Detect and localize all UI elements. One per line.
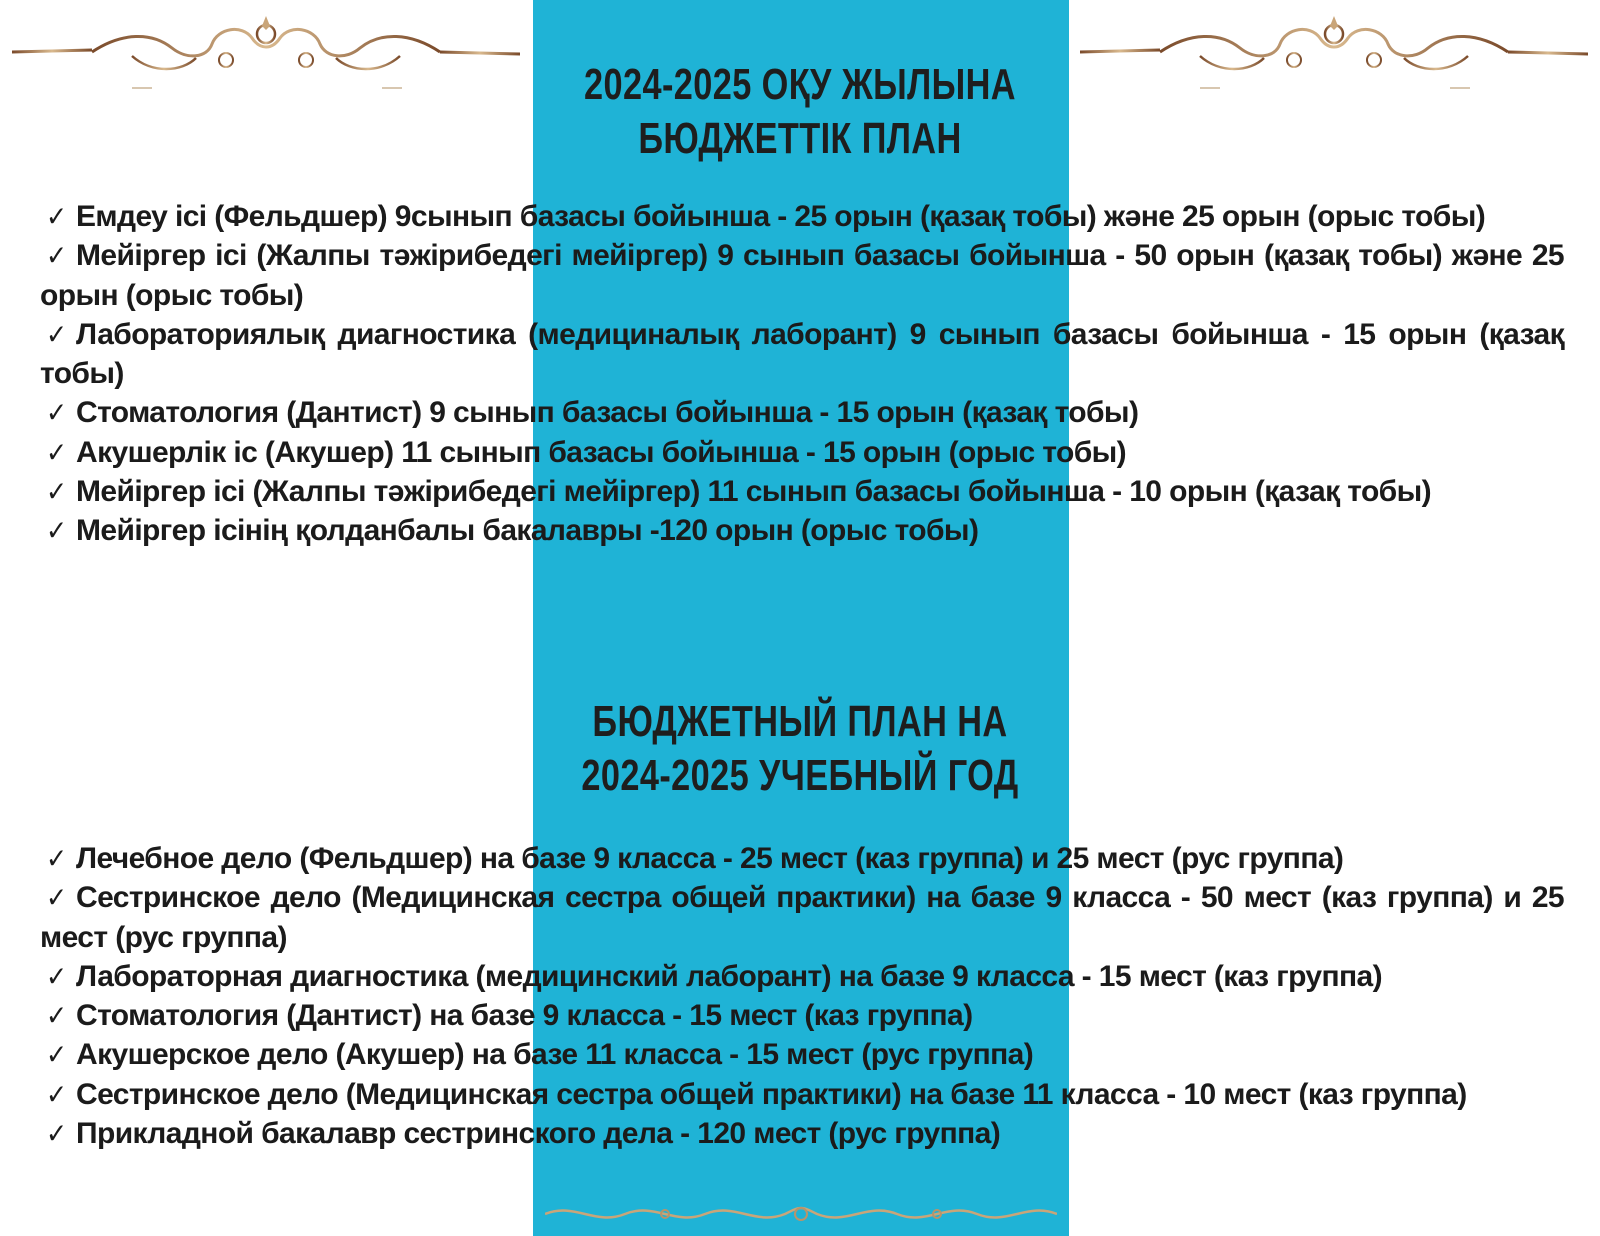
check-icon: ✓ (46, 317, 67, 351)
list-item (40, 1035, 1564, 1074)
check-icon: ✓ (46, 1038, 67, 1072)
check-icon: ✓ (46, 200, 67, 233)
kazakh-title-line1: 2024-2025 ОҚУ ЖЫЛЫНА (584, 60, 1016, 109)
list-item-text: Акушерлік іс (Акушер) 11 сынып базасы бойынша - 15 орын (орыс тобы) (76, 435, 1127, 469)
list-item-text: Мейіргер ісінің қолданбалы бакалавры -120 орын (орыс тобы) (76, 514, 979, 548)
list-item-text: Мейіргер ісі (Жалпы тәжірибедегі мейіргер) 9 сынып базасы бойынша - 50 орын (қазақ тобы) және 25 орын (орыс тобы) (40, 239, 1564, 312)
list-item (40, 1075, 1564, 1114)
russian-title-line1: БЮДЖЕТНЫЙ ПЛАН НА (592, 697, 1008, 746)
list-item (40, 957, 1564, 996)
list-item-text: Лабораторная диагностика (медицинский лаборант) на базе 9 класса - 15 мест (каз группа) (76, 959, 1383, 993)
list-item-text: Лабораториялық диагностика (медициналық лаборант) 9 сынып базасы бойынша - 15 орын (қазақ тобы) (40, 317, 1564, 391)
russian-plan-list (40, 839, 1564, 1153)
kazakh-title-line2: БЮДЖЕТТІК ПЛАН (638, 114, 962, 163)
check-icon: ✓ (46, 435, 67, 469)
check-icon: ✓ (46, 475, 67, 509)
check-icon: ✓ (46, 1117, 67, 1151)
list-item-text: Сестринское дело (Медицинская сестра общей практики) на базе 9 класса - 50 мест (каз группа) и 25 мест (рус группа) (40, 881, 1564, 954)
kazakh-title (176, 58, 1424, 166)
list-item (40, 433, 1564, 472)
list-item (40, 236, 1564, 315)
list-item (40, 511, 1564, 550)
list-item-text: Сестринское дело (Медицинская сестра общей практики) на базе 11 класса - 10 мест (каз группа) (76, 1077, 1467, 1111)
russian-title (176, 695, 1424, 803)
list-item (40, 996, 1564, 1035)
list-item (40, 472, 1564, 511)
list-item (40, 1114, 1564, 1153)
list-item-text: Акушерское дело (Акушер) на базе 11 класса - 15 мест (рус группа) (76, 1038, 1034, 1072)
check-icon: ✓ (46, 396, 67, 430)
list-item (40, 839, 1564, 878)
check-icon: ✓ (46, 842, 67, 875)
check-icon: ✓ (46, 881, 67, 915)
russian-title-line2: 2024-2025 УЧЕБНЫЙ ГОД (581, 751, 1019, 800)
list-item (40, 393, 1564, 432)
list-item-text: Мейіргер ісі (Жалпы тәжірибедегі мейіргер) 11 сынып базасы бойынша - 10 орын (қазақ тобы) (76, 475, 1432, 509)
kazakh-plan-list (40, 197, 1564, 551)
list-item-text: Стоматология (Дантист) 9 сынып базасы бойынша - 15 орын (қазақ тобы) (76, 396, 1139, 430)
check-icon: ✓ (46, 239, 67, 273)
list-item-text: Прикладной бакалавр сестринского дела - 120 мест (рус группа) (76, 1117, 1001, 1151)
check-icon: ✓ (46, 1077, 67, 1111)
list-item (40, 878, 1564, 957)
list-item (40, 315, 1564, 394)
list-item (40, 197, 1564, 236)
list-item-text: Лечебное дело (Фельдшер) на базе 9 класса - 25 мест (каз группа) и 25 мест (рус группа) (76, 842, 1344, 875)
check-icon: ✓ (46, 514, 67, 548)
list-item-text: Емдеу ісі (Фельдшер) 9сынып базасы бойынша - 25 орын (қазақ тобы) және 25 орын (орыс тобы) (76, 200, 1486, 233)
check-icon: ✓ (46, 959, 67, 993)
check-icon: ✓ (46, 999, 67, 1033)
list-item-text: Стоматология (Дантист) на базе 9 класса - 15 мест (каз группа) (76, 999, 973, 1033)
